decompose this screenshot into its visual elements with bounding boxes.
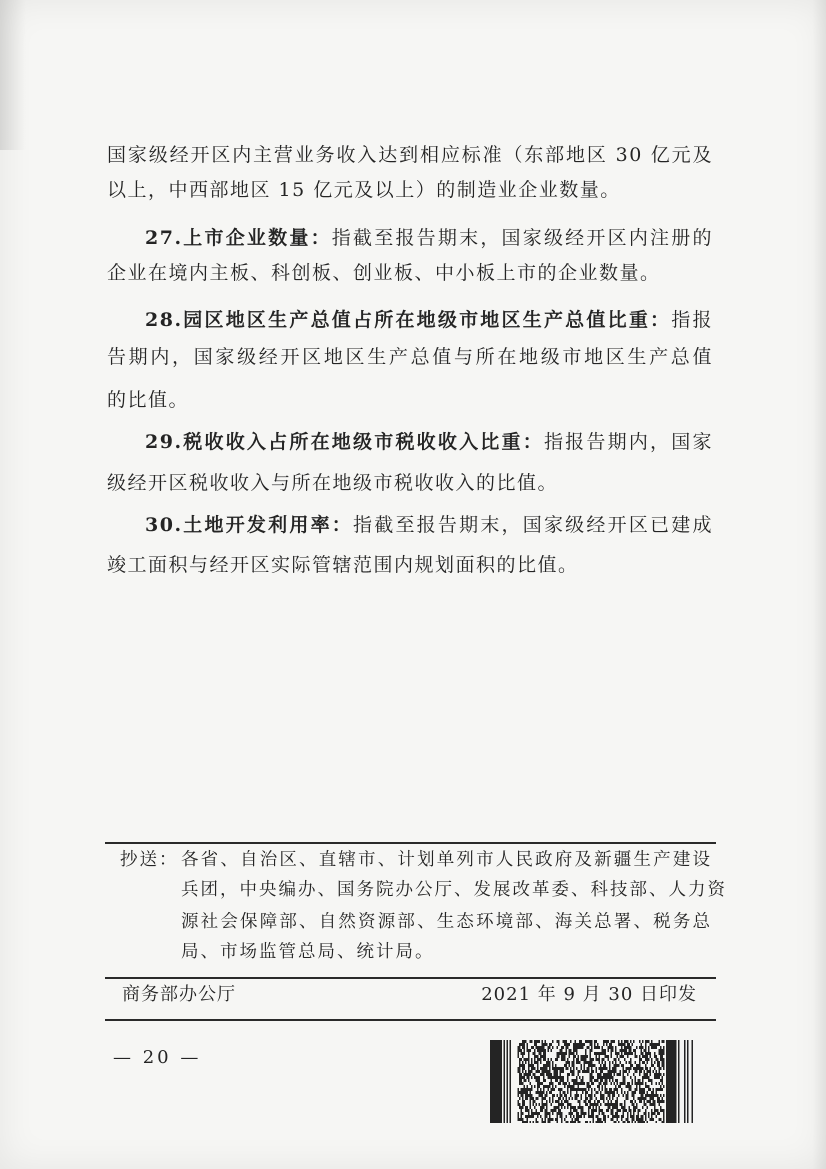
item-28-first-line xyxy=(145,307,713,333)
item-28-heading: 28.园区地区生产总值占所在地级市地区生产总值比重： xyxy=(145,309,672,331)
distribution-line: 兵团，中央编办、国务院办公厅、发展改革委、科技部、人力资 xyxy=(181,880,727,900)
item-29-line: 级经开区税收收入与所在地级市税收收入的比值。 xyxy=(107,472,559,494)
scan-shadow-left xyxy=(0,0,26,150)
item-30-first-line xyxy=(145,512,713,538)
distribution-line: 局、市场监管总局、统计局。 xyxy=(181,942,435,962)
distribution-label: 抄送： xyxy=(120,850,179,870)
item-27-heading: 27.上市企业数量： xyxy=(145,227,332,249)
divider-bottom xyxy=(105,1019,716,1021)
item-28-line: 告期内，国家级经开区地区生产总值与所在地级市地区生产总值 xyxy=(107,346,713,368)
barcode xyxy=(490,1040,693,1123)
item-29-heading: 29.税收收入占所在地级市税收收入比重： xyxy=(145,431,544,453)
item-30-line: 竣工面积与经开区实际管辖范围内规划面积的比值。 xyxy=(107,554,579,576)
item-27-text: 指截至报告期末，国家级经开区内注册的 xyxy=(331,227,713,249)
scan-shadow-right xyxy=(812,0,826,1169)
item-28-text: 指报 xyxy=(671,309,713,331)
issuer: 商务部办公厅 xyxy=(122,984,236,1005)
item-30-heading: 30.土地开发利用率： xyxy=(145,514,354,536)
paragraph-line: 以上，中西部地区 15 亿元及以上）的制造业企业数量。 xyxy=(107,179,621,201)
page-number: — 20 — xyxy=(113,1047,202,1068)
item-29-text: 指报告期内，国家 xyxy=(543,431,713,453)
item-27-line: 企业在境内主板、科创板、创业板、中小板上市的企业数量。 xyxy=(107,262,661,284)
divider-top xyxy=(105,842,716,844)
item-29-first-line xyxy=(145,429,713,455)
divider-middle xyxy=(105,977,716,979)
item-30-text: 指截至报告期末，国家级经开区已建成 xyxy=(353,514,713,536)
distribution-line: 各省、自治区、直辖市、计划单列市人民政府及新疆生产建设 xyxy=(181,850,712,870)
paragraph-line: 国家级经开区内主营业务收入达到相应标准（东部地区 30 亿元及 xyxy=(107,144,713,166)
item-28-line: 的比值。 xyxy=(107,389,190,411)
distribution-line: 源社会保障部、自然资源部、生态环境部、海关总署、税务总 xyxy=(181,912,712,932)
issue-date: 2021 年 9 月 30 日印发 xyxy=(481,984,697,1005)
item-27-first-line xyxy=(145,225,713,251)
